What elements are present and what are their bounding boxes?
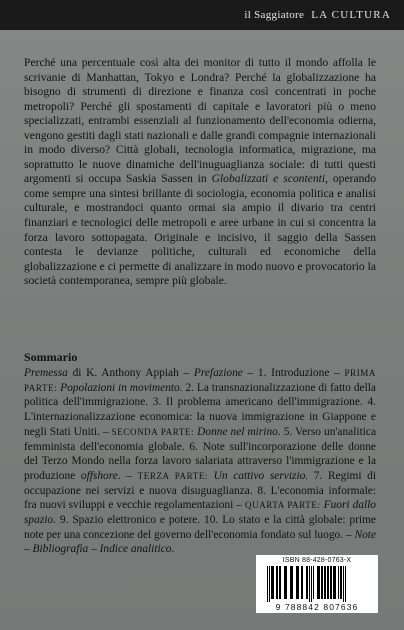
toc-part-1-title: Popolazioni in movimento. (57, 381, 183, 394)
back-cover-blurb (24, 56, 376, 289)
toc-part-2: SECONDA PARTE: (111, 426, 195, 437)
barcode-number: 9 788842 807636 (275, 602, 359, 612)
series-label (244, 9, 391, 21)
blurb-text-2: , operando come sempre una sintesi brillante di sociologia, economia politica e analisi culturale, e mostrandoci quanto ormai sia ampio il divario tra centri finanziari e tecnologici delle metropoli e aree urbane in cui si concentra la forza lavoro sottopagata. Originale e incisivo, il saggio della Sassen contesta le devianze politiche, culturali ed economiche della globalizzazione e ci permette di analizzare in modo nuovo e provocatorio la società contemporanea, sempre più globale. (24, 172, 376, 288)
toc-part-3: TERZA PARTE: (137, 470, 209, 481)
barcode-label (256, 555, 378, 613)
publisher-name: il Saggiatore (244, 9, 305, 21)
toc-premessa: Premessa (24, 367, 68, 379)
summary-heading: Sommario (24, 350, 78, 364)
isbn-text: ISBN 88-428-0763-X (282, 557, 352, 564)
toc-part-4: QUARTA PARTE: (245, 500, 321, 511)
table-of-contents: Premessa di K. Anthony Appiah – Prefazione – 1. Introduzione – PRIMA PARTE: Popolazioni in movimento. 2. La transnazionalizzazione di fatto della politica dell'immigrazione. 3. Il problema americano dell'immigrazione. 4. L'internazionalizzazione economica: la nuova immigrazione in Giappone e negli Stati Uniti. – SECONDA PARTE: Donne nel mirino. 5. Verso un'analitica femminista dell'economia globale. 6. Note sull'incorporazione delle donne del Terzo Mondo nella forza lavoro salariata attraverso l'immigrazione e la produzione offshore. – TERZA PARTE: Un cattivo servizio. 7. Regimi di occupazione nei servizi e nuova disuguaglianza. 8. L'economia informale: fra nuovi sviluppi e vecchie regolamentazioni – QUARTA PARTE: Fuori dallo spazio. 9. Spazio elettronico e potere. 10. Lo stato e la città globale: prime note per una concezione del governo dell'economia fondato sul luogo. – Note – Bibliografia – Indice analitico. (24, 367, 377, 556)
toc-part-1: PRIMA PARTE: (24, 368, 377, 393)
toc-part-2-title: Donne nel mirino. (194, 425, 281, 438)
barcode-bars (266, 566, 368, 602)
series-header-band (0, 0, 404, 30)
toc-part-4-title: Fuori dallo spazio. (24, 499, 377, 527)
book-title: Globalizzati e scontenti (211, 172, 326, 186)
collection-name: LA CULTURA (311, 9, 391, 21)
toc-offshore: offshore (80, 469, 118, 482)
toc-prefazione: Prefazione (193, 367, 243, 379)
toc-back-matter: Note – Bibliografia – Indice analitico (24, 528, 376, 556)
toc-part-3-title: Un cattivo servizio. (208, 469, 309, 482)
blurb-text-1: Perché una percentuale così alta dei monitor di tutto il mondo affolla le scrivanie di Manhattan, Tokyo e Londra? Perché la globalizzazione ha bisogno di strumenti di direzione e finanza così concentrati in poche metropoli? Perché gli spostamenti di capitale e lavoratori più o meno specializzati, entrambi essenziali al funzionamento dell'economia odierna, vengono gestiti dagli stati nazionali e dalle grandi compagnie internazionali in modo diverso? Città globali, tecnologia informatica, migrazione, ma soprattutto le nuove dinamiche dell'inuguaglianza sociale: di tutti questi argomenti si occupa Saskia Sassen in (24, 56, 376, 186)
